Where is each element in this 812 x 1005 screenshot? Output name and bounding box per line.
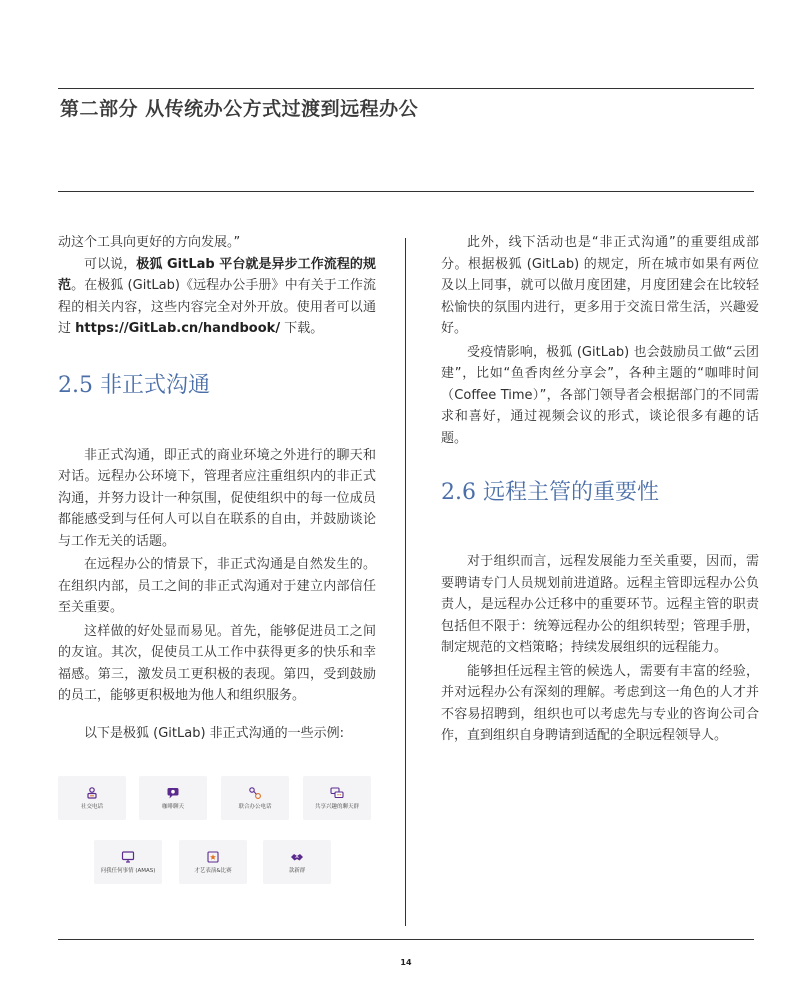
top-rule — [58, 88, 754, 89]
page-number: 14 — [400, 958, 412, 967]
offline-activities-paragraph: 此外，线下活动也是“非正式沟通”的重要组成部分。根据极狐 (GitLab) 的规定，所在城市如果有两位及以上同事，就可以做月度团建，月度团建会在比较轻松愉快的氛围内进行，更多用于交流日常生活，兴趣爱好。 — [441, 235, 759, 336]
left-column — [58, 232, 376, 888]
remote-head-paragraph-2: 能够担任远程主管的候选人，需要有丰富的经验，并对远程办公有深刻的理解。考虑到这一角色的人才并不容易招聘到，组织也可以考虑先与专业的咨询公司合作，直到组织自身聘请到适配的全职远程领导人。 — [441, 663, 759, 743]
example-tile-coworking-call — [221, 776, 289, 820]
talent-show-icon — [206, 850, 220, 864]
right-column — [441, 232, 759, 747]
monitor-icon — [121, 850, 135, 864]
column-divider — [405, 238, 406, 926]
example-label: 款新群 — [288, 867, 306, 874]
informal-paragraph-2: 在远程办公的情景下，非正式沟通是自然发生的。在组织内部，员工之间的非正式沟通对于建立内部信任至关重要。 — [58, 557, 376, 615]
example-tile-new-group — [263, 840, 331, 884]
example-tile-ama — [94, 840, 162, 884]
informal-paragraph-3: 这样做的好处显而易见。首先，能够促进员工之间的友谊。其次，促使员工从工作中获得更多的快乐和幸福感。第三，激发员工更积极的表现。第四，受到鼓励的员工，能够更积极地为他人和组织服务。 — [58, 623, 376, 703]
example-label: 联合办公电话 — [238, 803, 272, 810]
example-tile-coffee-chat — [139, 776, 207, 820]
remote-head-paragraph-1: 对于组织而言，远程发展能力至关重要，因而，需要聘请专门人员规划前进道路。远程主管即远程办公负责人，是远程办公迁移中的重要环节。远程主管的职责包括但不限于：统筹远程办公的组织转型；管理手册，制定规范的文档策略；持续发展组织的远程能力。 — [441, 554, 759, 655]
intro-bold: 极狐 GitLab 平台就是异步工作流程的规范 — [58, 256, 376, 293]
example-label: 问我任何事情 (AMAS) — [100, 867, 156, 874]
example-tile-social-call — [58, 776, 126, 820]
example-tile-talent-show — [179, 840, 247, 884]
intro-paragraph — [58, 254, 376, 340]
intro-end: 下载。 — [280, 321, 324, 336]
intro-lead: 可以说， — [84, 256, 137, 272]
people-icon — [85, 786, 99, 800]
handshake-icon — [290, 850, 304, 864]
footer-rule — [58, 939, 754, 940]
coworking-call-icon — [248, 786, 262, 800]
example-label: 才艺表演&比赛 — [194, 867, 232, 874]
example-label: 共享兴趣的聊天群 — [314, 803, 359, 810]
example-tile-chat-group — [303, 776, 371, 820]
intro-mid: 。在极狐 (GitLab)《远程办公手册》中有关于工作流程的相关内容，这些内容完全对外开放。使用者可以通过 — [58, 278, 376, 336]
cloud-team-building-paragraph: 受疫情影响，极狐 (GitLab) 也会鼓励员工做“云团建”，比如“鱼香肉丝分享会”，各种主题的“咖啡时间（Coffee Time）”，各部门领导者会根据部门的不同需求和喜好，通过视频会议的形式，谈论很多有趣的话题。 — [441, 344, 759, 446]
part-title: 第二部分 从传统办公方式过渡到远程办公 — [60, 98, 419, 120]
section-2-6-title: 2.6 远程主管的重要性 — [441, 480, 659, 505]
handbook-link[interactable]: https://GitLab.cn/handbook/ — [75, 321, 281, 336]
chat-group-icon — [330, 786, 344, 800]
header-rule — [58, 191, 754, 192]
example-label: 社交电话 — [80, 803, 103, 810]
examples-intro: 以下是极狐 (GitLab) 非正式沟通的一些示例: — [84, 725, 345, 741]
continued-paragraph: 动这个工具向更好的方向发展。” — [58, 235, 241, 250]
coffee-chat-icon — [166, 786, 180, 800]
informal-examples-grid — [58, 776, 388, 888]
section-2-5-title: 2.5 非正式沟通 — [58, 372, 210, 398]
example-label: 咖啡聊天 — [161, 803, 184, 810]
informal-paragraph-1: 非正式沟通，即正式的商业环境之外进行的聊天和对话。远程办公环境下，管理者应注重组织内的非正式沟通，并努力设计一种氛围，促使组织中的每一位成员都能感受到与任何人可以自在联系的自由，并鼓励谈论与工作无关的话题。 — [58, 447, 376, 549]
